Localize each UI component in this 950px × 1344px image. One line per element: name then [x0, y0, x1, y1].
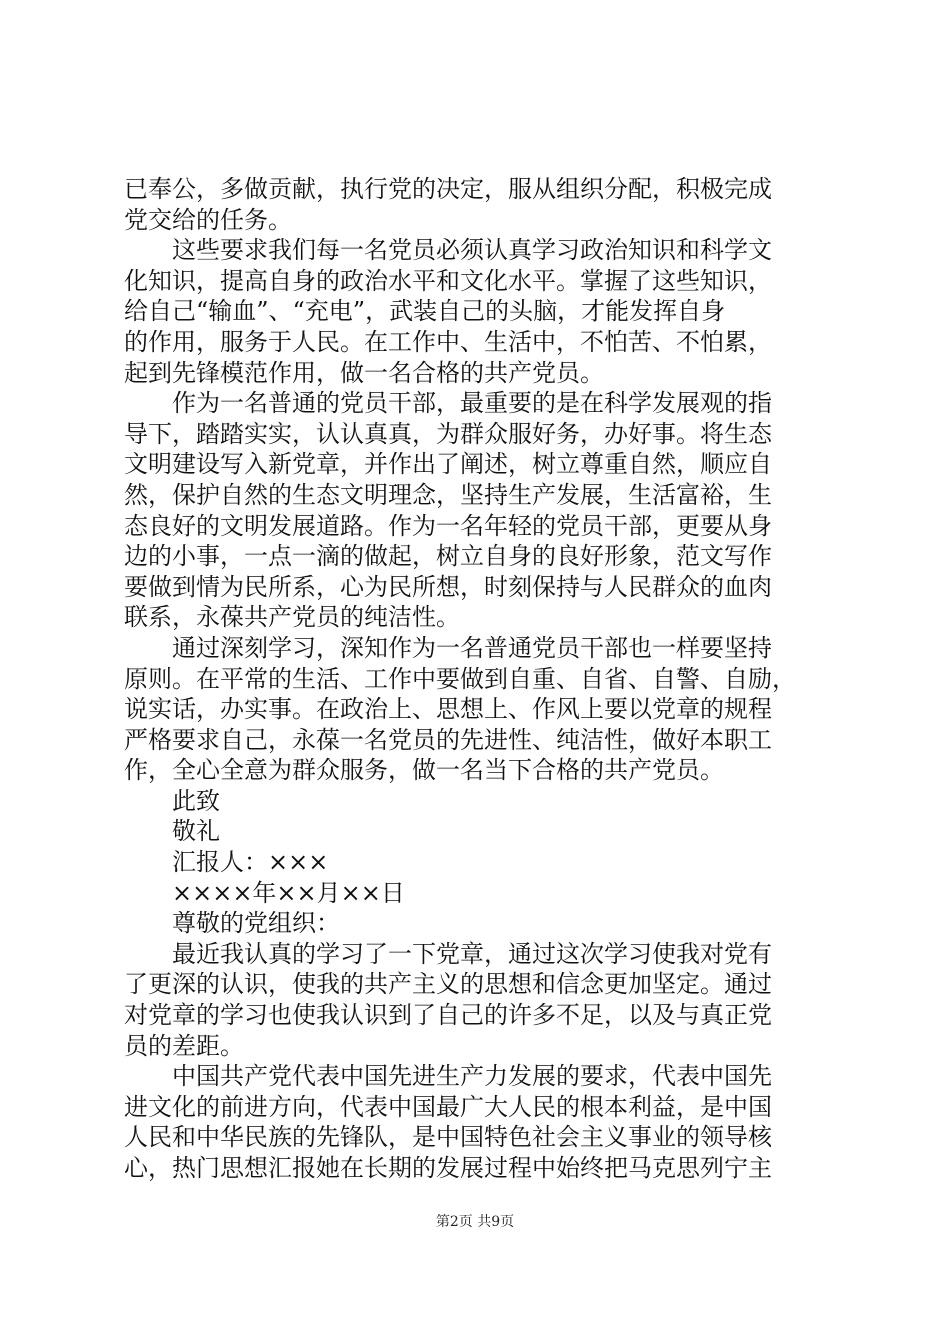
text-line: 尊敬的党组织： [124, 909, 340, 938]
text-line: 中国共产党代表中国先进生产力发展的要求，代表中国先 [124, 1062, 772, 1091]
text-line: 严格要求自己，永葆一名党员的先进性、纯洁性，做好本职工 [124, 725, 772, 754]
text-line: 文明建设写入新党章，并作出了阐述，树立尊重自然，顺应自 [124, 450, 772, 479]
text-line: 敬礼 [124, 817, 220, 846]
text-line: 然，保护自然的生态文明理念，坚持生产发展，生活富裕，生 [124, 480, 772, 509]
text-line: 进文化的前进方向，代表中国最广大人民的根本利益，是中国 [124, 1092, 772, 1121]
text-line: 对党章的学习也使我认识到了自己的许多不足，以及与真正党 [124, 1001, 772, 1030]
text-line: 党交给的任务。 [124, 205, 292, 234]
text-line: 联系，永葆共产党员的纯洁性。 [124, 603, 460, 632]
text-line: 作，全心全意为群众服务，做一名当下合格的共产党员。 [124, 756, 724, 785]
text-line: 最近我认真的学习了一下党章，通过这次学习使我对党有 [124, 939, 772, 968]
text-line: 给自己“输血”、“充电”，武装自己的头脑，才能发挥自身 [124, 297, 726, 326]
text-line: 要做到情为民所系，心为民所想，时刻保持与人民群众的血肉 [124, 572, 772, 601]
document-body [124, 174, 844, 1184]
text-line: 已奉公，多做贡献，执行党的决定，服从组织分配，积极完成 [124, 175, 772, 203]
text-line: 人民和中华民族的先锋队，是中国特色社会主义事业的领导核 [124, 1123, 772, 1152]
text-line: 了更深的认识，使我的共产主义的思想和信念更加坚定。通过 [124, 970, 772, 999]
page-footer: 第2页 共9页 [435, 1214, 515, 1230]
text-line: 原则。在平常的生活、工作中要做到自重、自省、自警、自励， [124, 664, 796, 693]
text-line: 导下，踏踏实实，认认真真，为群众服好务，办好事。将生态 [124, 419, 772, 448]
text-line: 心，热门思想汇报她在长期的发展过程中始终把马克思列宁主 [124, 1154, 772, 1182]
text-line: 的作用，服务于人民。在工作中、生活中，不怕苦、不怕累， [124, 327, 772, 356]
text-line: 这些要求我们每一名党员必须认真学习政治知识和科学文 [124, 236, 772, 265]
text-line: 态良好的文明发展道路。作为一名年轻的党员干部，更要从身 [124, 511, 772, 540]
text-line: 作为一名普通的党员干部，最重要的是在科学发展观的指 [124, 389, 772, 418]
text-line: 化知识，提高自身的政治水平和文化水平。掌握了这些知识， [124, 266, 772, 295]
text-line: 此致 [124, 786, 220, 815]
text-line: 员的差距。 [124, 1031, 244, 1060]
text-line: 说实话，办实事。在政治上、思想上、作风上要以党章的规程 [124, 695, 772, 724]
text-line: 起到先锋模范作用，做一名合格的共产党员。 [124, 358, 604, 387]
text-line: 汇报人：××× [124, 848, 329, 877]
text-line: 边的小事，一点一滴的做起，树立自身的良好形象，范文写作 [124, 542, 772, 571]
text-line: ××××年××月××日 [124, 878, 405, 907]
text-line: 通过深刻学习，深知作为一名普通党员干部也一样要坚持 [124, 633, 772, 662]
